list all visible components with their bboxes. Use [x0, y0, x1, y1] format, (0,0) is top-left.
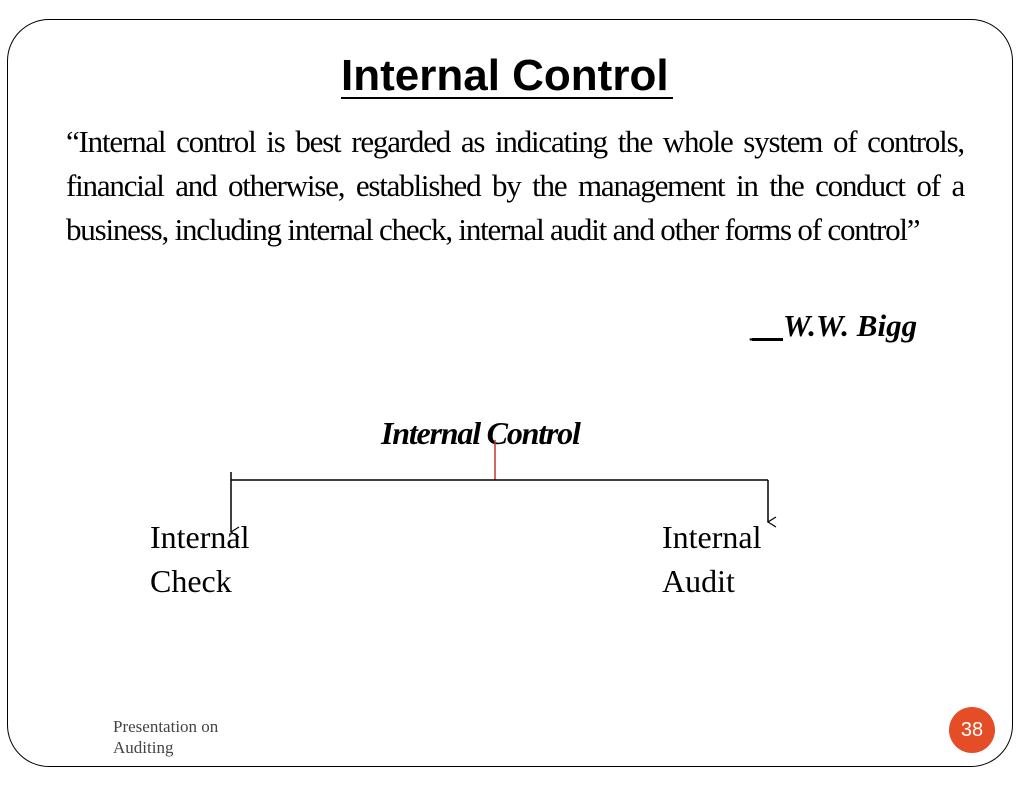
node-label-line1: Internal	[662, 519, 762, 555]
node-label-line2: Audit	[662, 563, 735, 599]
slide-title: Internal Control	[341, 51, 669, 100]
node-label-line2: Check	[150, 563, 232, 599]
diagram-root-node: Internal Control	[381, 415, 580, 451]
author-name: W.W. Bigg	[783, 308, 918, 343]
page-number-badge: 38	[949, 707, 995, 753]
diagram-node-internal-audit	[662, 515, 762, 603]
footer-presentation-label: Presentation on Auditing	[113, 717, 219, 757]
definition-quote: “Internal control is best regarded as indicating the whole system of controls, financial and otherwise, established by the management in the conduct of a business, including internal check, internal audit and other forms of control”	[66, 124, 964, 247]
author-dash: __	[752, 308, 783, 343]
diagram-node-internal-check	[150, 515, 250, 603]
node-label-line1: Internal	[150, 519, 250, 555]
